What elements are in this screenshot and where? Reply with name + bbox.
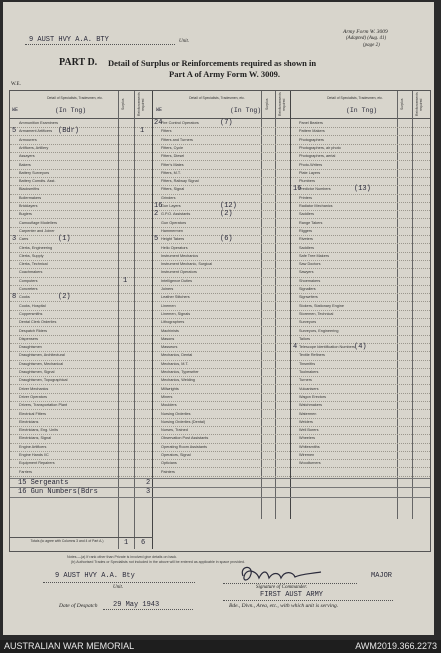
specialist-label: Assayers <box>19 154 35 159</box>
specialist-label: Mechanics, Welding <box>161 378 195 383</box>
specialist-label: Nursing Orderlies <box>161 411 191 416</box>
specialist-label: Concreters <box>19 287 38 291</box>
form-page <box>3 2 434 635</box>
specialist-label: Safe Tree Makers <box>299 253 329 258</box>
totals-surplus: 1 <box>124 539 129 547</box>
specialist-label: Printers <box>299 195 313 200</box>
specialist-label: Photographers <box>299 137 324 142</box>
specialist-count: 24 <box>154 119 163 127</box>
specialist-label: Driver Mechanics <box>19 386 49 391</box>
table-header <box>10 91 430 119</box>
specialist-label: Whitesmiths <box>299 444 320 449</box>
reinf-header-2: Reinforcements required <box>278 92 286 117</box>
specialist-label: Plumbers <box>299 179 316 184</box>
specialist-label: Fitter's Mates <box>161 162 184 167</box>
specialist-label: Clerks, Supply <box>19 253 44 258</box>
note-a: Notes.—(a) If rank other than Private is involved give details on back. <box>67 555 178 559</box>
specialist-label: Driver Operators <box>19 394 48 399</box>
specialist-label: Range Takers <box>299 220 323 225</box>
specialist-label: Nursing Orderlies (Dental) <box>161 419 206 424</box>
form-page: (page 2) <box>363 43 380 48</box>
totals-row <box>10 537 153 550</box>
specialist-label: Farriers <box>19 469 33 474</box>
specialist-label: Instrument Mechanic, Surgical <box>161 262 213 267</box>
table-body <box>10 119 430 479</box>
title-line-1: Detail of Surplus or Reinforcements required as shown in <box>108 58 317 68</box>
specialist-label: Fitters, Railway Signal <box>161 179 199 184</box>
specialist-label: Shoemakers <box>299 278 321 283</box>
specialist-label: Draughtsmen <box>19 345 42 350</box>
specialist-label: Toolmakers <box>299 370 319 374</box>
army-underline <box>223 600 393 601</box>
specialist-label: Draughtsmen, Mechanical <box>19 361 64 366</box>
specialist-label: Coppersmiths <box>19 311 43 316</box>
specialist-label: Operating Room Assistants <box>161 444 208 449</box>
date-value: 29 May 1943 <box>113 601 160 609</box>
specialist-label: Textile Refiners <box>299 353 325 358</box>
form-number: Army Form W. 3009 <box>343 29 388 35</box>
specialists-table <box>9 90 431 552</box>
specialist-label: Surveyors, Engineering <box>299 328 339 333</box>
specialist-label: Sawyers <box>299 270 314 275</box>
date-underline <box>103 609 193 610</box>
specialist-label: Electricians <box>19 419 39 424</box>
date-label: Date of Despatch <box>59 603 98 609</box>
specialist-label: Electricians, Eng. Units <box>19 428 59 433</box>
specialist-label: Riveters <box>299 237 313 242</box>
specialist-label: Electricians, Signal <box>19 436 52 441</box>
specialist-count: 5 <box>154 235 159 244</box>
specialist-label: Fitters, Diesel <box>161 154 185 159</box>
specialist-label: Plate Layers <box>299 170 321 175</box>
extra-row-label: 15 Sergeants <box>18 479 69 487</box>
specialist-label: Storemen, Technical <box>299 311 334 316</box>
specialist-label: Cooks <box>19 295 30 300</box>
specialist-count: 8 <box>12 293 17 302</box>
specialist-label: Fitters, Cycle <box>161 145 184 150</box>
specialist-label: Instrument Mechanics <box>161 253 199 258</box>
specialist-label: Telescope Identification Numbers <box>299 345 355 350</box>
signature-underline <box>223 583 357 584</box>
in-tng-3: (In Tng) <box>346 107 378 114</box>
specialist-label: Computers <box>19 278 38 283</box>
specialist-label: Despatch Riders <box>19 328 48 333</box>
table-row <box>10 468 430 477</box>
specialist-label: Ammunition Examiners <box>19 121 59 125</box>
specialist-count: 2 <box>154 210 159 219</box>
specialist-label: Instrument Operators <box>161 270 197 275</box>
specialist-label: Saddlers <box>299 212 314 217</box>
specialist-label: Joiners <box>161 287 174 291</box>
detail-header-3: Detail of Specialists, Tradesmen, etc. <box>327 96 383 100</box>
specialist-label: Coachmakers <box>19 270 43 275</box>
specialist-label: Height Takers <box>161 237 185 242</box>
specialist-label: Radiator Mechanics <box>299 204 333 208</box>
specialist-label: Photographers, aerial <box>299 154 336 159</box>
in-training-count: (6) <box>220 235 233 244</box>
in-training-count: (1) <box>58 235 71 244</box>
specialist-label: Battery Comdts. Asst. <box>19 179 56 184</box>
specialist-label: Battery Surveyors <box>19 170 50 175</box>
specialist-label: Photo-Writers <box>299 162 323 167</box>
surplus-header-2: Surplus <box>265 98 269 110</box>
specialist-label: G.P.O. Assistants <box>161 212 191 217</box>
specialist-label: Signwriters <box>299 295 318 300</box>
specialist-label: Tinsmiths <box>299 361 316 366</box>
specialist-label: Signallers <box>299 287 316 291</box>
specialist-label: Draughtsmen, Architectural <box>19 353 65 358</box>
specialist-label: Intelligence Duties <box>161 278 193 283</box>
specialist-label: Masseurs <box>161 345 178 350</box>
specialist-label: Masons <box>161 336 175 341</box>
in-training-count: (2) <box>58 293 71 302</box>
specialist-count: 3 <box>12 235 17 244</box>
specialist-label: Welders <box>299 419 313 424</box>
archive-name: AUSTRALIAN WAR MEMORIAL <box>4 641 135 651</box>
specialist-label: Watchmakers <box>299 403 323 408</box>
specialist-label: Draughtsmen, Signal <box>19 370 55 374</box>
specialist-label: Watermen <box>299 411 317 416</box>
specialist-label: Fire Control Operators <box>161 121 199 125</box>
specialist-label: Grinders <box>161 195 176 200</box>
reinf-header-1: Reinforcements required <box>137 92 145 117</box>
specialist-label: Linemen <box>161 303 176 308</box>
specialist-label: Tailors <box>299 336 310 341</box>
specialist-label: Clerks, Technical <box>19 262 48 267</box>
specialist-label: Opticians <box>161 461 177 466</box>
extra-row-surplus: 3 <box>146 488 151 496</box>
specialist-label: Saw Doctors <box>299 262 321 267</box>
specialist-label: Gun Layers <box>161 204 181 208</box>
specialist-label: Cooks, Hospital <box>19 303 46 308</box>
specialist-label: Leather Stitchers <box>161 295 190 300</box>
specialist-label: Bricklayers <box>19 204 38 208</box>
specialist-label: Saddlers <box>299 245 314 250</box>
we-prefix-2: WE <box>156 107 163 113</box>
note-b: (b) Authorised Trades or Specialists not included in the above will be entered as applicable in space provided. <box>71 560 246 564</box>
signature-label: Signature of Commander. <box>256 585 308 590</box>
specialist-label: Electrical Fitters <box>19 411 47 416</box>
specialist-label: Bakers <box>19 162 31 167</box>
in-training-count: (2) <box>220 210 233 219</box>
specialist-label: Operators, Signal <box>161 453 191 457</box>
extra-row <box>10 487 430 498</box>
totals-reinf: 6 <box>141 539 146 547</box>
specialist-label: Painters <box>161 469 175 474</box>
specialist-label: Observation Post Assistants <box>161 436 209 441</box>
specialist-label: Dispensers <box>19 336 38 341</box>
unit-typed-top: 9 AUST HVY A.A. BTY <box>29 36 109 44</box>
specialist-label: Blacksmiths <box>19 187 40 192</box>
specialist-label: Artificers, Artillery <box>19 145 49 150</box>
specialist-label: Vulcanisers <box>299 386 319 391</box>
specialist-label: Wheelers <box>299 436 316 441</box>
specialist-label: Mechanics, Dental <box>161 353 193 358</box>
specialist-label: Panel Beaters <box>299 121 323 125</box>
in-training-count: (13) <box>354 185 371 194</box>
specialist-label: Predictor Numbers <box>299 187 331 192</box>
specialist-label: Draughtsmen, Topographical <box>19 378 68 383</box>
extra-row-surplus: 2 <box>146 479 151 487</box>
specialist-count: 5 <box>12 127 17 136</box>
specialist-label: Woodturners <box>299 461 321 466</box>
specialist-label: Mechanics, M.T. <box>161 361 189 366</box>
specialist-label: Fitters and Turners <box>161 137 193 142</box>
specialist-label: Millwrights <box>161 386 179 391</box>
specialist-label: Boilermakers <box>19 195 42 200</box>
specialist-label: Miners <box>161 394 173 399</box>
unit-label-top: Unit. <box>179 39 190 44</box>
title-line-2: Part A of Army Form W. 3009. <box>169 69 280 79</box>
specialist-label: Surveyors <box>299 320 317 325</box>
unit-underline-top <box>25 44 175 45</box>
detail-header-2: Detail of Specialists, Tradesmen, etc. <box>189 96 245 100</box>
specialist-label: Drivers, Transportation Plant <box>19 403 68 408</box>
specialist-label: Buglers <box>19 212 32 217</box>
detail-header-1: Detail of Specialists, Tradesmen, etc. <box>47 96 103 100</box>
specialist-label: Moulders <box>161 403 177 408</box>
specialist-label: Camouflage Modellers <box>19 220 57 225</box>
in-training-count: (4) <box>354 343 367 352</box>
specialist-label: Engine Artificers <box>19 444 47 449</box>
surplus-header-1: Surplus <box>121 98 125 110</box>
army-typed: FIRST AUST ARMY <box>260 591 324 599</box>
specialist-label: Turners <box>299 378 312 383</box>
specialist-label: Hello Operators <box>161 245 188 250</box>
rank-typed: MAJOR <box>371 572 393 580</box>
specialist-label: Lithographers <box>161 320 185 325</box>
we-label: W.E. <box>11 82 21 87</box>
surplus-header-3: Surplus <box>400 98 404 110</box>
we-prefix-1: WE <box>12 107 19 113</box>
specialist-label: Armament Artificers <box>19 129 53 134</box>
in-tng-2: (In Tng) <box>230 107 262 114</box>
specialist-label: Linemen, Signals <box>161 311 191 316</box>
unit-typed-bottom: 9 AUST HVY A.A. Bty <box>55 572 135 580</box>
unit-underline-bottom <box>43 582 195 583</box>
unit-label-bottom: Unit. <box>113 585 124 590</box>
extra-row-label: 16 Gun Numbers(Bdrs <box>18 488 98 496</box>
specialist-label: Photographers, air photo <box>299 145 341 150</box>
specialist-label: Wagon Erectors <box>299 394 327 399</box>
bde-label: Bde., Divn., Area, etc., with which unit is serving. <box>229 603 339 609</box>
in-tng-1: (In Tng) <box>55 107 87 114</box>
specialist-label: Gun Operators <box>161 220 187 225</box>
specialist-label: Armourers <box>19 137 37 142</box>
reinf-header-3: Reinforcements required <box>415 92 423 117</box>
specialist-label: Nurses, Trained <box>161 428 188 433</box>
specialist-label: Wiremen <box>299 453 315 457</box>
specialist-count: 4 <box>293 343 298 352</box>
specialist-label: Equipment Repairers <box>19 461 55 466</box>
specialist-label: Engine Hands I/C <box>19 453 49 457</box>
archive-id: AWM2019.366.2273 <box>355 641 437 651</box>
form-adapted: (Adapted) (Aug. 41) <box>346 36 387 41</box>
specialist-count: 16 <box>293 185 302 194</box>
specialist-label: Machinists <box>161 328 179 333</box>
specialist-label: Dental Clerk Orderlies <box>19 320 57 325</box>
reinforcement-value: 1 <box>140 127 145 136</box>
specialist-label: Well Borers <box>299 428 319 433</box>
specialist-label: Hammermen <box>161 228 183 233</box>
specialist-label: Mechanics, Typewriter <box>161 370 199 374</box>
in-training-count: (12) <box>220 202 237 210</box>
surplus-value: 1 <box>123 276 128 285</box>
specialist-label: Fitters, M.T. <box>161 170 181 175</box>
specialist-label: Fitters, Signal <box>161 187 185 192</box>
specialist-label: Fitters <box>161 129 172 134</box>
specialist-label: Pattern Makers <box>299 129 325 134</box>
specialist-label: Riggers <box>299 228 313 233</box>
specialist-label: Stokers, Stationary Engine <box>299 303 344 308</box>
in-training-count: (7) <box>220 119 233 127</box>
specialist-label: Carpenter and Joiner <box>19 228 55 233</box>
in-training-count: (Bdr) <box>58 127 80 136</box>
totals-label: Totals (to agree with Columns 3 and 4 of Part A.) <box>30 539 104 543</box>
archive-caption-bar <box>0 640 441 653</box>
part-title: PART D. <box>59 57 98 68</box>
specialist-label: Carrs <box>19 237 29 242</box>
specialist-count: 16 <box>154 202 163 210</box>
specialist-label: Clerks, Engineering <box>19 245 53 250</box>
